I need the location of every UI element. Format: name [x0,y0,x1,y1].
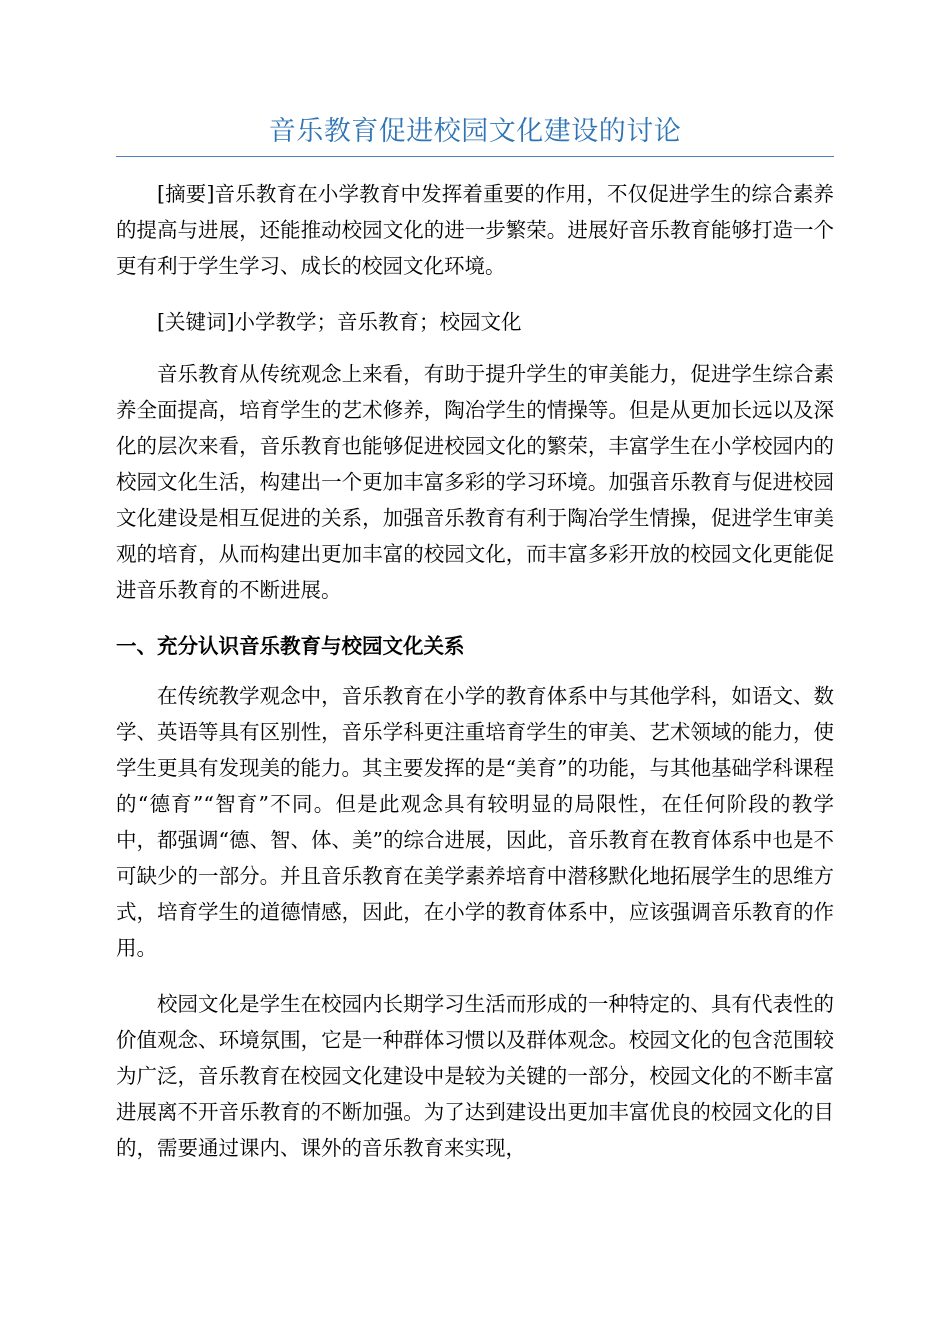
title-block [116,112,834,157]
section-heading: 一、充分认识音乐教育与校园文化关系 [116,634,465,658]
keywords-paragraph: [关键词]小学教学；音乐教育；校园文化 [157,310,522,334]
abstract-paragraph: [摘要]音乐教育在小学教育中发挥着重要的作用，不仅促进学生的综合素养的提高与进展，还能推动校园文化的进一步繁荣。进展好音乐教育能够打造一个更有利于学生学习、成长的校园文化环境。 [116,182,834,278]
section-paragraph-1: 在传统教学观念中，音乐教育在小学的教育体系中与其他学科，如语文、数学、英语等具有区别性，音乐学科更注重培育学生的审美、艺术领域的能力，使学生更具有发现美的能力。其主要发挥的是“美育”的功能，与其他基础学科课程的“德育”“智育”不同。但是此观念具有较明显的局限性，在任何阶段的教学中，都强调“德、智、体、美”的综合进展，因此，音乐教育在教育体系中也是不可缺少的一部分。并且音乐教育在美学素养培育中潜移默化地拓展学生的思维方式，培育学生的道德情感，因此，在小学的教育体系中，应该强调音乐教育的作用。 [116,684,834,960]
page-title: 音乐教育促进校园文化建设的讨论 [268,116,682,147]
section-paragraph-2: 校园文化是学生在校园内长期学习生活而形成的一种特定的、具有代表性的价值观念、环境氛围，它是一种群体习惯以及群体观念。校园文化的包含范围较为广泛，音乐教育在校园文化建设中是较为关键的一部分，校园文化的不断丰富进展离不开音乐教育的不断加强。为了达到建设出更加丰富优良的校园文化的目的，需要通过课内、课外的音乐教育来实现， [116,992,834,1160]
intro-paragraph: 音乐教育从传统观念上来看，有助于提升学生的审美能力，促进学生综合素养全面提高，培育学生的艺术修养，陶冶学生的情操等。但是从更加长远以及深化的层次来看，音乐教育也能够促进校园文化的繁荣，丰富学生在小学校园内的校园文化生活，构建出一个更加丰富多彩的学习环境。加强音乐教育与促进校园文化建设是相互促进的关系，加强音乐教育有利于陶冶学生情操，促进学生审美观的培育，从而构建出更加丰富的校园文化，而丰富多彩开放的校园文化更能促进音乐教育的不断进展。 [116,362,834,602]
document-body [116,176,834,1186]
